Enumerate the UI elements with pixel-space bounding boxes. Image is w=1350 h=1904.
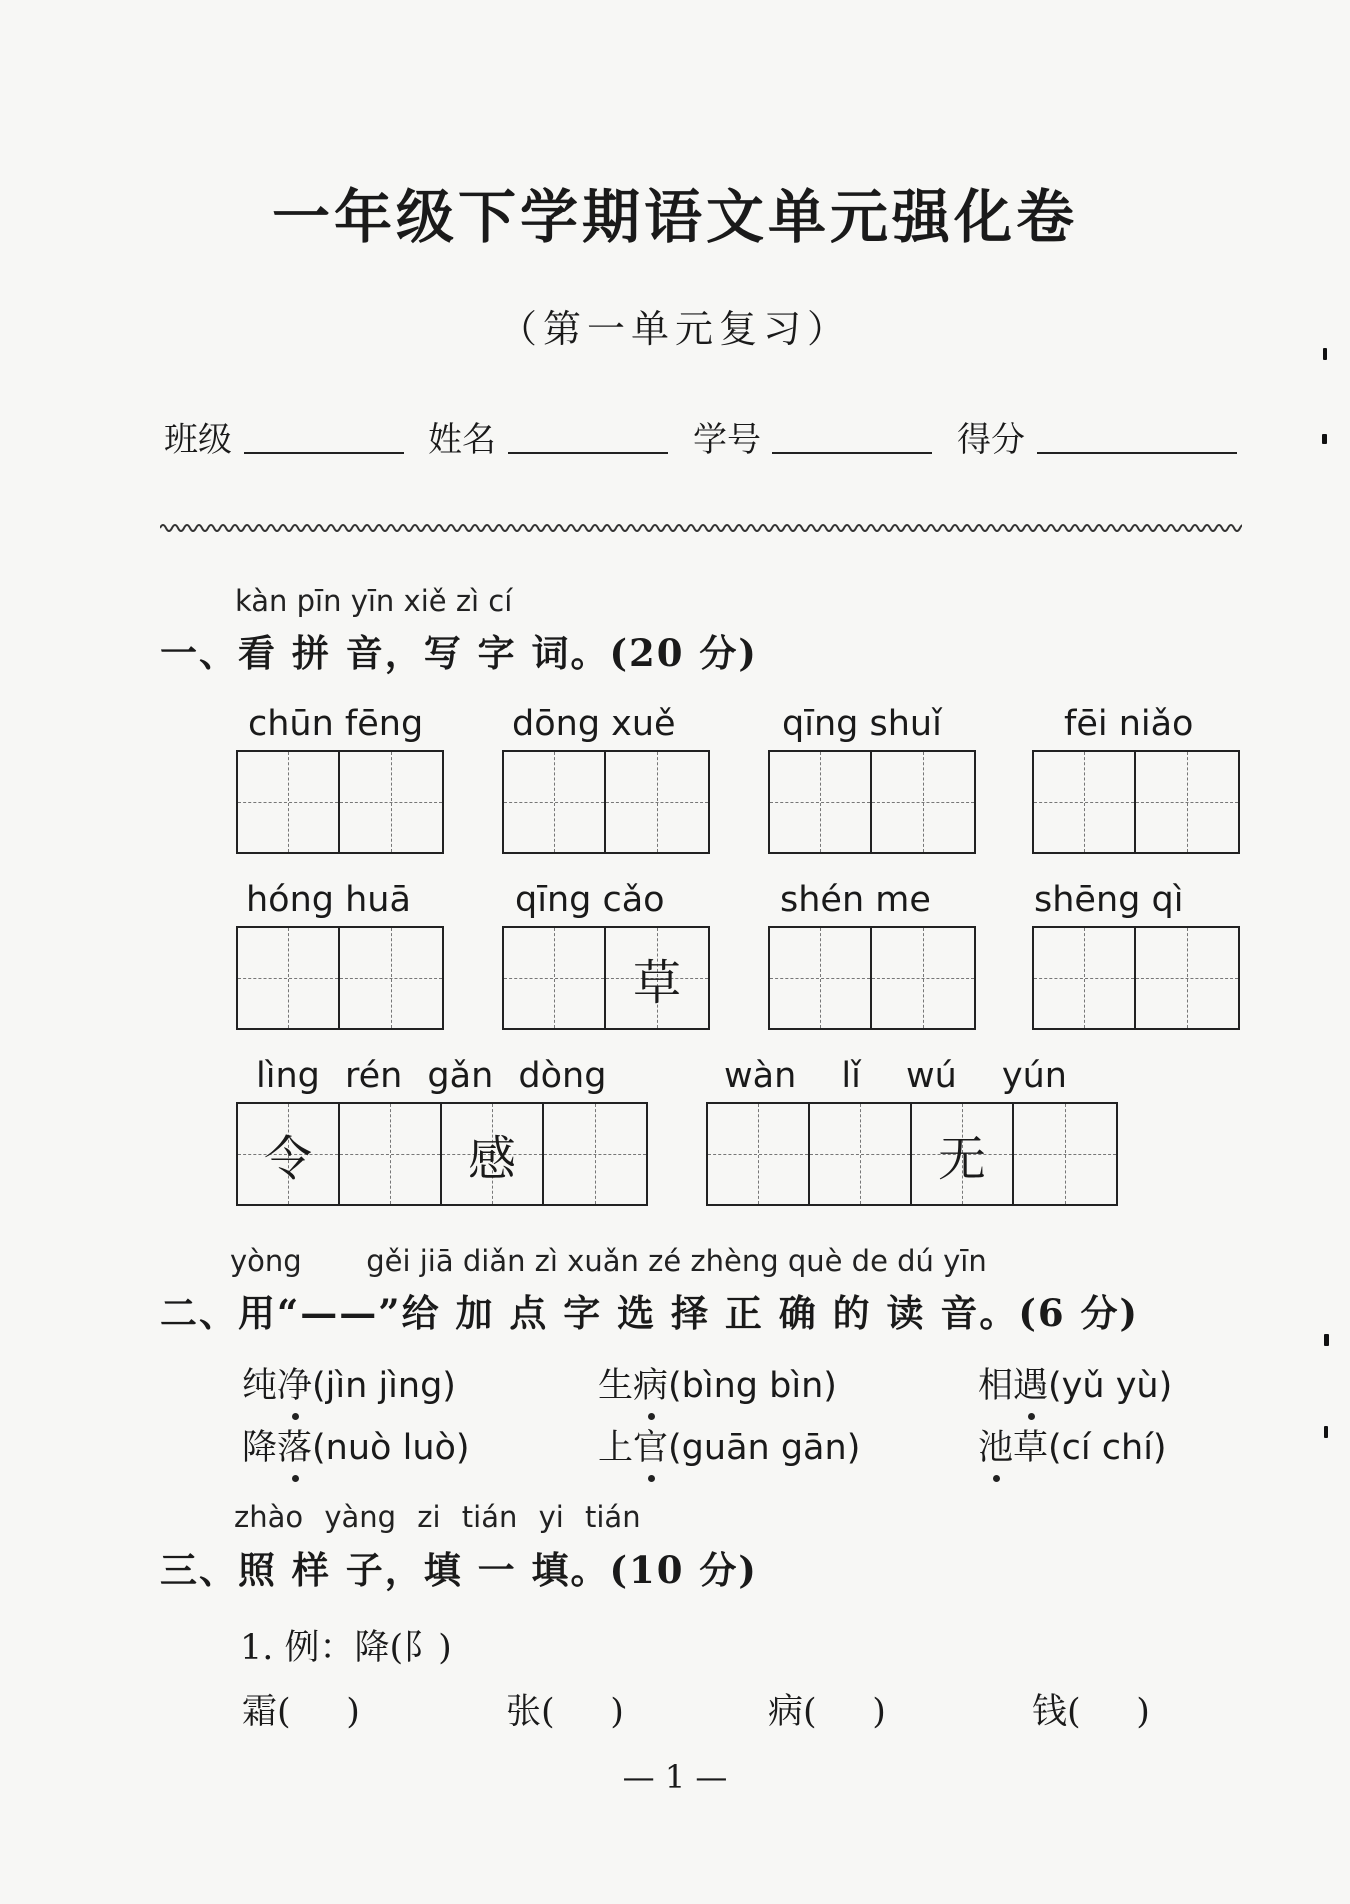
word-pinyin: dōng xuě [512,704,676,744]
writing-grid[interactable] [236,926,444,1030]
fill-blank-item[interactable]: 张( ) [506,1692,624,1732]
word-pinyin: shén me [780,880,931,920]
word-pinyin: shēng qì [1034,880,1184,920]
word-pinyin: wàn lǐ wú yún [724,1056,1067,1096]
word-pinyin: hóng huā [246,880,411,920]
section1-pinyin: kàn pīn yīn xiě zì cí [235,584,513,618]
reading-choice-item[interactable]: 纯净(jìn jìng) [242,1358,456,1408]
grid-cell[interactable] [1136,752,1238,852]
writing-grid[interactable] [236,750,444,854]
grid-cell[interactable] [770,928,872,1028]
grid-cell[interactable] [1014,1104,1116,1204]
example-text: 1. 例：降(阝) [240,1628,452,1668]
section3-pinyin: zhào yàng zi tián yi tián [234,1500,641,1534]
writing-grid[interactable] [1032,750,1240,854]
scan-speck [1324,1426,1328,1438]
grid-cell[interactable] [504,928,606,1028]
wavy-divider [160,520,1242,536]
grid-cell[interactable] [1034,928,1136,1028]
name-field[interactable] [508,452,668,454]
word-pinyin: lìng rén gǎn dòng [256,1056,607,1096]
scan-speck [1324,1334,1329,1346]
grid-cell[interactable]: 草 [606,928,708,1028]
page-title: 一年级下学期语文单元强化卷 [271,183,1078,251]
grid-cell[interactable] [606,752,708,852]
grid-cell[interactable] [340,1104,442,1204]
word-pinyin: chūn fēng [248,704,424,744]
reading-choice-item[interactable]: 生病(bìng bìn) [598,1358,837,1408]
writing-grid[interactable] [768,926,976,1030]
score-field[interactable] [1037,452,1237,454]
grid-cell[interactable] [770,752,872,852]
word-pinyin: qīng shuǐ [782,704,942,744]
reading-choice-item[interactable]: 上官(guān gān) [598,1420,860,1470]
section1-title: 一、看 拼 音，写 字 词。(20 分) [160,631,758,675]
grid-cell[interactable] [238,928,340,1028]
grid-cell[interactable] [1136,928,1238,1028]
writing-grid[interactable] [502,926,710,1030]
class-field[interactable] [244,452,404,454]
fill-blank-item[interactable]: 钱( ) [1032,1692,1150,1732]
grid-cell[interactable]: 无 [912,1104,1014,1204]
word-pinyin: qīng cǎo [515,880,665,920]
writing-grid[interactable] [1032,926,1240,1030]
grid-cell[interactable] [504,752,606,852]
page-number: — 1 — [622,1758,728,1796]
score-label: 得分 [957,420,1025,460]
grid-cell[interactable] [238,752,340,852]
grid-cell[interactable] [340,752,442,852]
scan-speck [1322,434,1327,444]
grid-cell[interactable] [1034,752,1136,852]
section2-pinyin: yòng gěi jiā diǎn zì xuǎn zé zhèng què de dú yīn [230,1244,987,1278]
grid-cell[interactable] [340,928,442,1028]
grid-cell[interactable] [708,1104,810,1204]
section2-title: 二、用“——”给 加 点 字 选 择 正 确 的 读 音。(6 分) [160,1291,1140,1335]
grid-cell[interactable] [810,1104,912,1204]
number-label: 学号 [693,420,761,460]
writing-grid[interactable] [768,750,976,854]
reading-choice-item[interactable]: 降落(nuò luò) [242,1420,470,1470]
grid-cell[interactable]: 感 [442,1104,544,1204]
grid-cell[interactable]: 令 [238,1104,340,1204]
class-label: 班级 [164,420,232,460]
reading-choice-item[interactable]: 相遇(yǔ yù) [978,1358,1172,1408]
reading-choice-item[interactable]: 池草(cí chí) [978,1420,1167,1470]
writing-grid[interactable] [236,1102,648,1206]
writing-grid[interactable] [706,1102,1118,1206]
grid-cell[interactable] [872,928,974,1028]
fill-blank-item[interactable]: 霜( ) [242,1692,360,1732]
section3-title: 三、照 样 子，填 一 填。(10 分) [160,1548,758,1592]
grid-cell[interactable] [544,1104,646,1204]
word-pinyin: fēi niǎo [1064,704,1194,744]
grid-cell[interactable] [872,752,974,852]
name-label: 姓名 [428,420,496,460]
page-subtitle: （第一单元复习） [498,307,851,351]
writing-grid[interactable] [502,750,710,854]
fill-blank-item[interactable]: 病( ) [768,1692,886,1732]
number-field[interactable] [772,452,932,454]
